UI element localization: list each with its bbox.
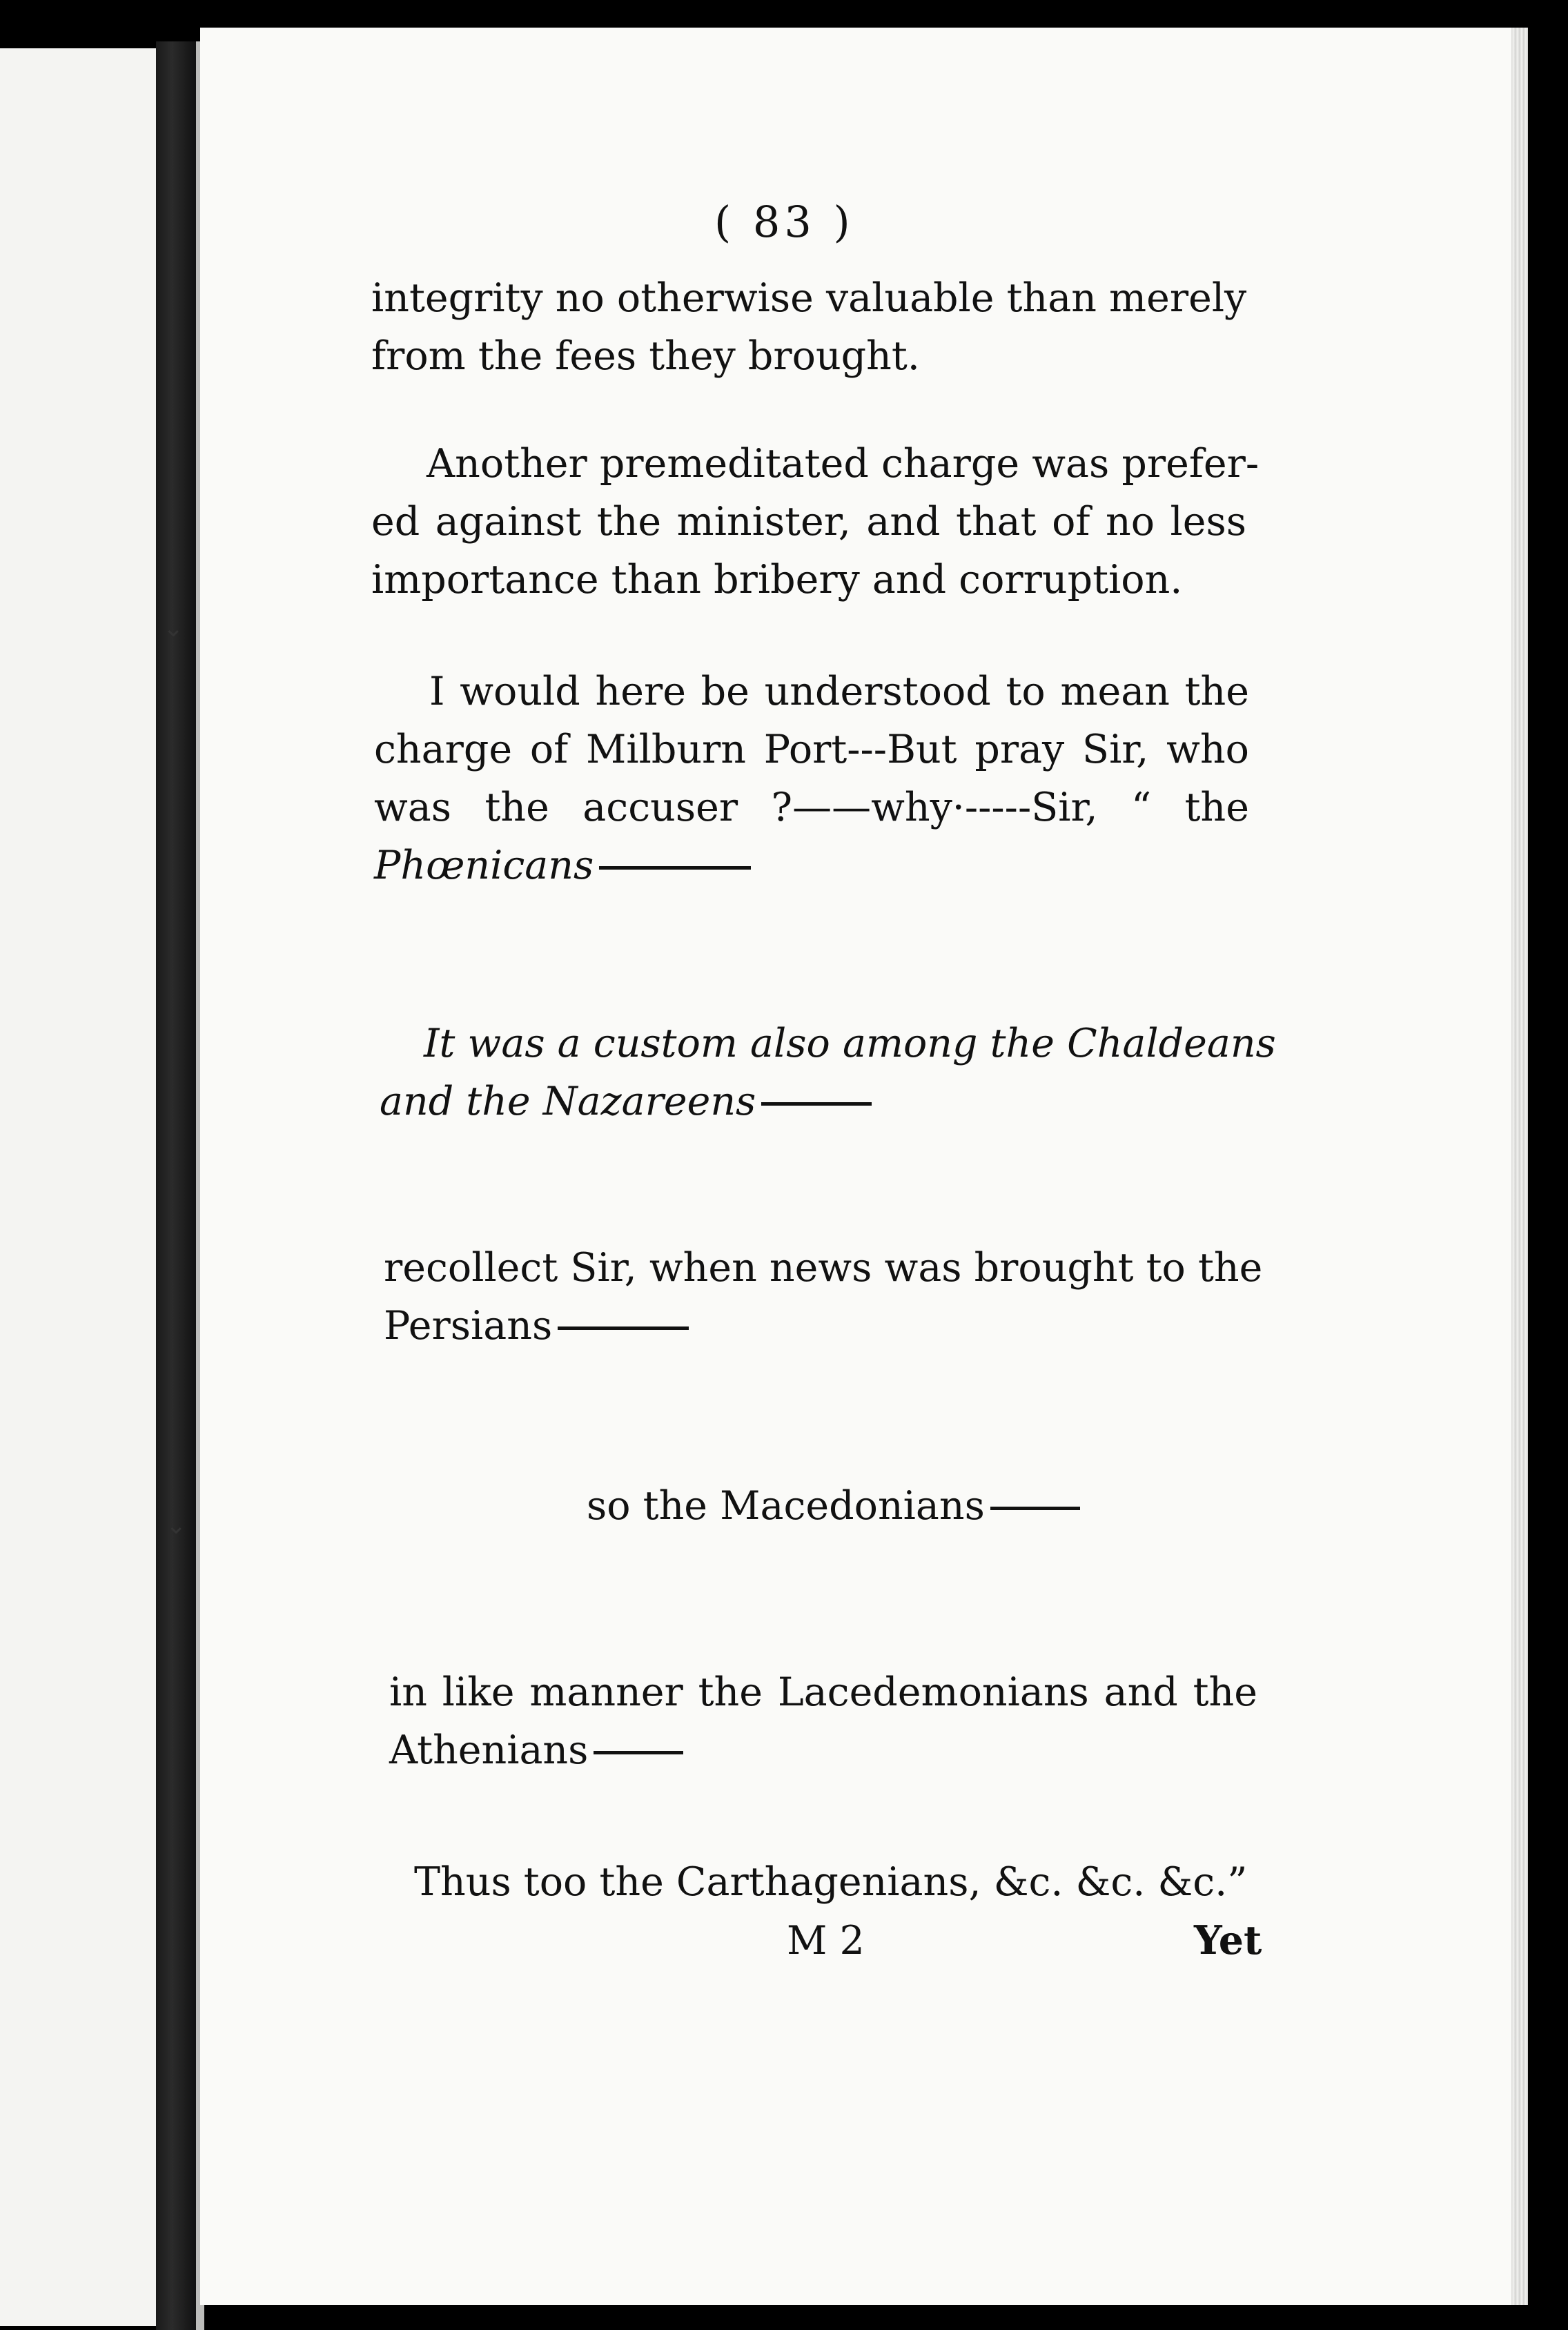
signature-mark: M 2 [787, 1918, 865, 1964]
dash-rule [599, 866, 751, 870]
text-line: Persians [384, 1303, 553, 1349]
text-line: Athenians [389, 1727, 589, 1773]
text-line: and the Nazareens [380, 1079, 756, 1124]
text-line: importance than bribery and corruption. [371, 557, 1183, 603]
text-line: I would here be understood to mean the [429, 669, 1249, 714]
dash-rule [594, 1751, 683, 1754]
text-line: recollect Sir, when news was brought to the [384, 1245, 1263, 1291]
text-line: It was a custom also among the Chaldeans [424, 1021, 1276, 1066]
text-line: in like manner the Lacedemonians and the [389, 1670, 1257, 1715]
text-line: ed against the minister, and that of no less [371, 499, 1246, 545]
text-line: from the fees they brought. [371, 333, 920, 379]
text-line: Another premeditated charge was prefer- [427, 441, 1260, 487]
paragraph [384, 1239, 1263, 1355]
paragraph [587, 1477, 1080, 1535]
page-stack-edge [1511, 28, 1528, 2305]
paragraph [374, 663, 1249, 894]
facing-page-fragment [0, 48, 157, 2326]
binding-gutter [156, 41, 196, 2330]
page-number-header: ( 83 ) [714, 197, 854, 247]
paragraph [389, 1663, 1257, 1779]
paragraph [371, 435, 1260, 609]
paragraph [380, 1015, 1276, 1130]
text-line: integrity no otherwise valuable than merely [371, 275, 1247, 321]
paragraph [414, 1853, 1247, 1911]
paragraph [371, 269, 1246, 385]
binding-mark: ⌄ [166, 1511, 187, 1540]
dash-rule [761, 1102, 872, 1106]
text-line: charge of Milburn Port---But pray Sir, who [374, 727, 1249, 772]
dash-rule [558, 1326, 689, 1330]
text-line: Thus too the Carthagenians, &c. &c. &c.” [414, 1859, 1248, 1905]
text-line: was the accuser ?——why·-----Sir, “ the [374, 785, 1249, 830]
dash-rule [990, 1507, 1080, 1510]
binding-mark: ⌄ [163, 614, 184, 643]
catchword: Yet [1194, 1917, 1262, 1964]
text-line: Phœnicans [374, 843, 594, 888]
text-line: so the Macedonians [587, 1483, 985, 1529]
